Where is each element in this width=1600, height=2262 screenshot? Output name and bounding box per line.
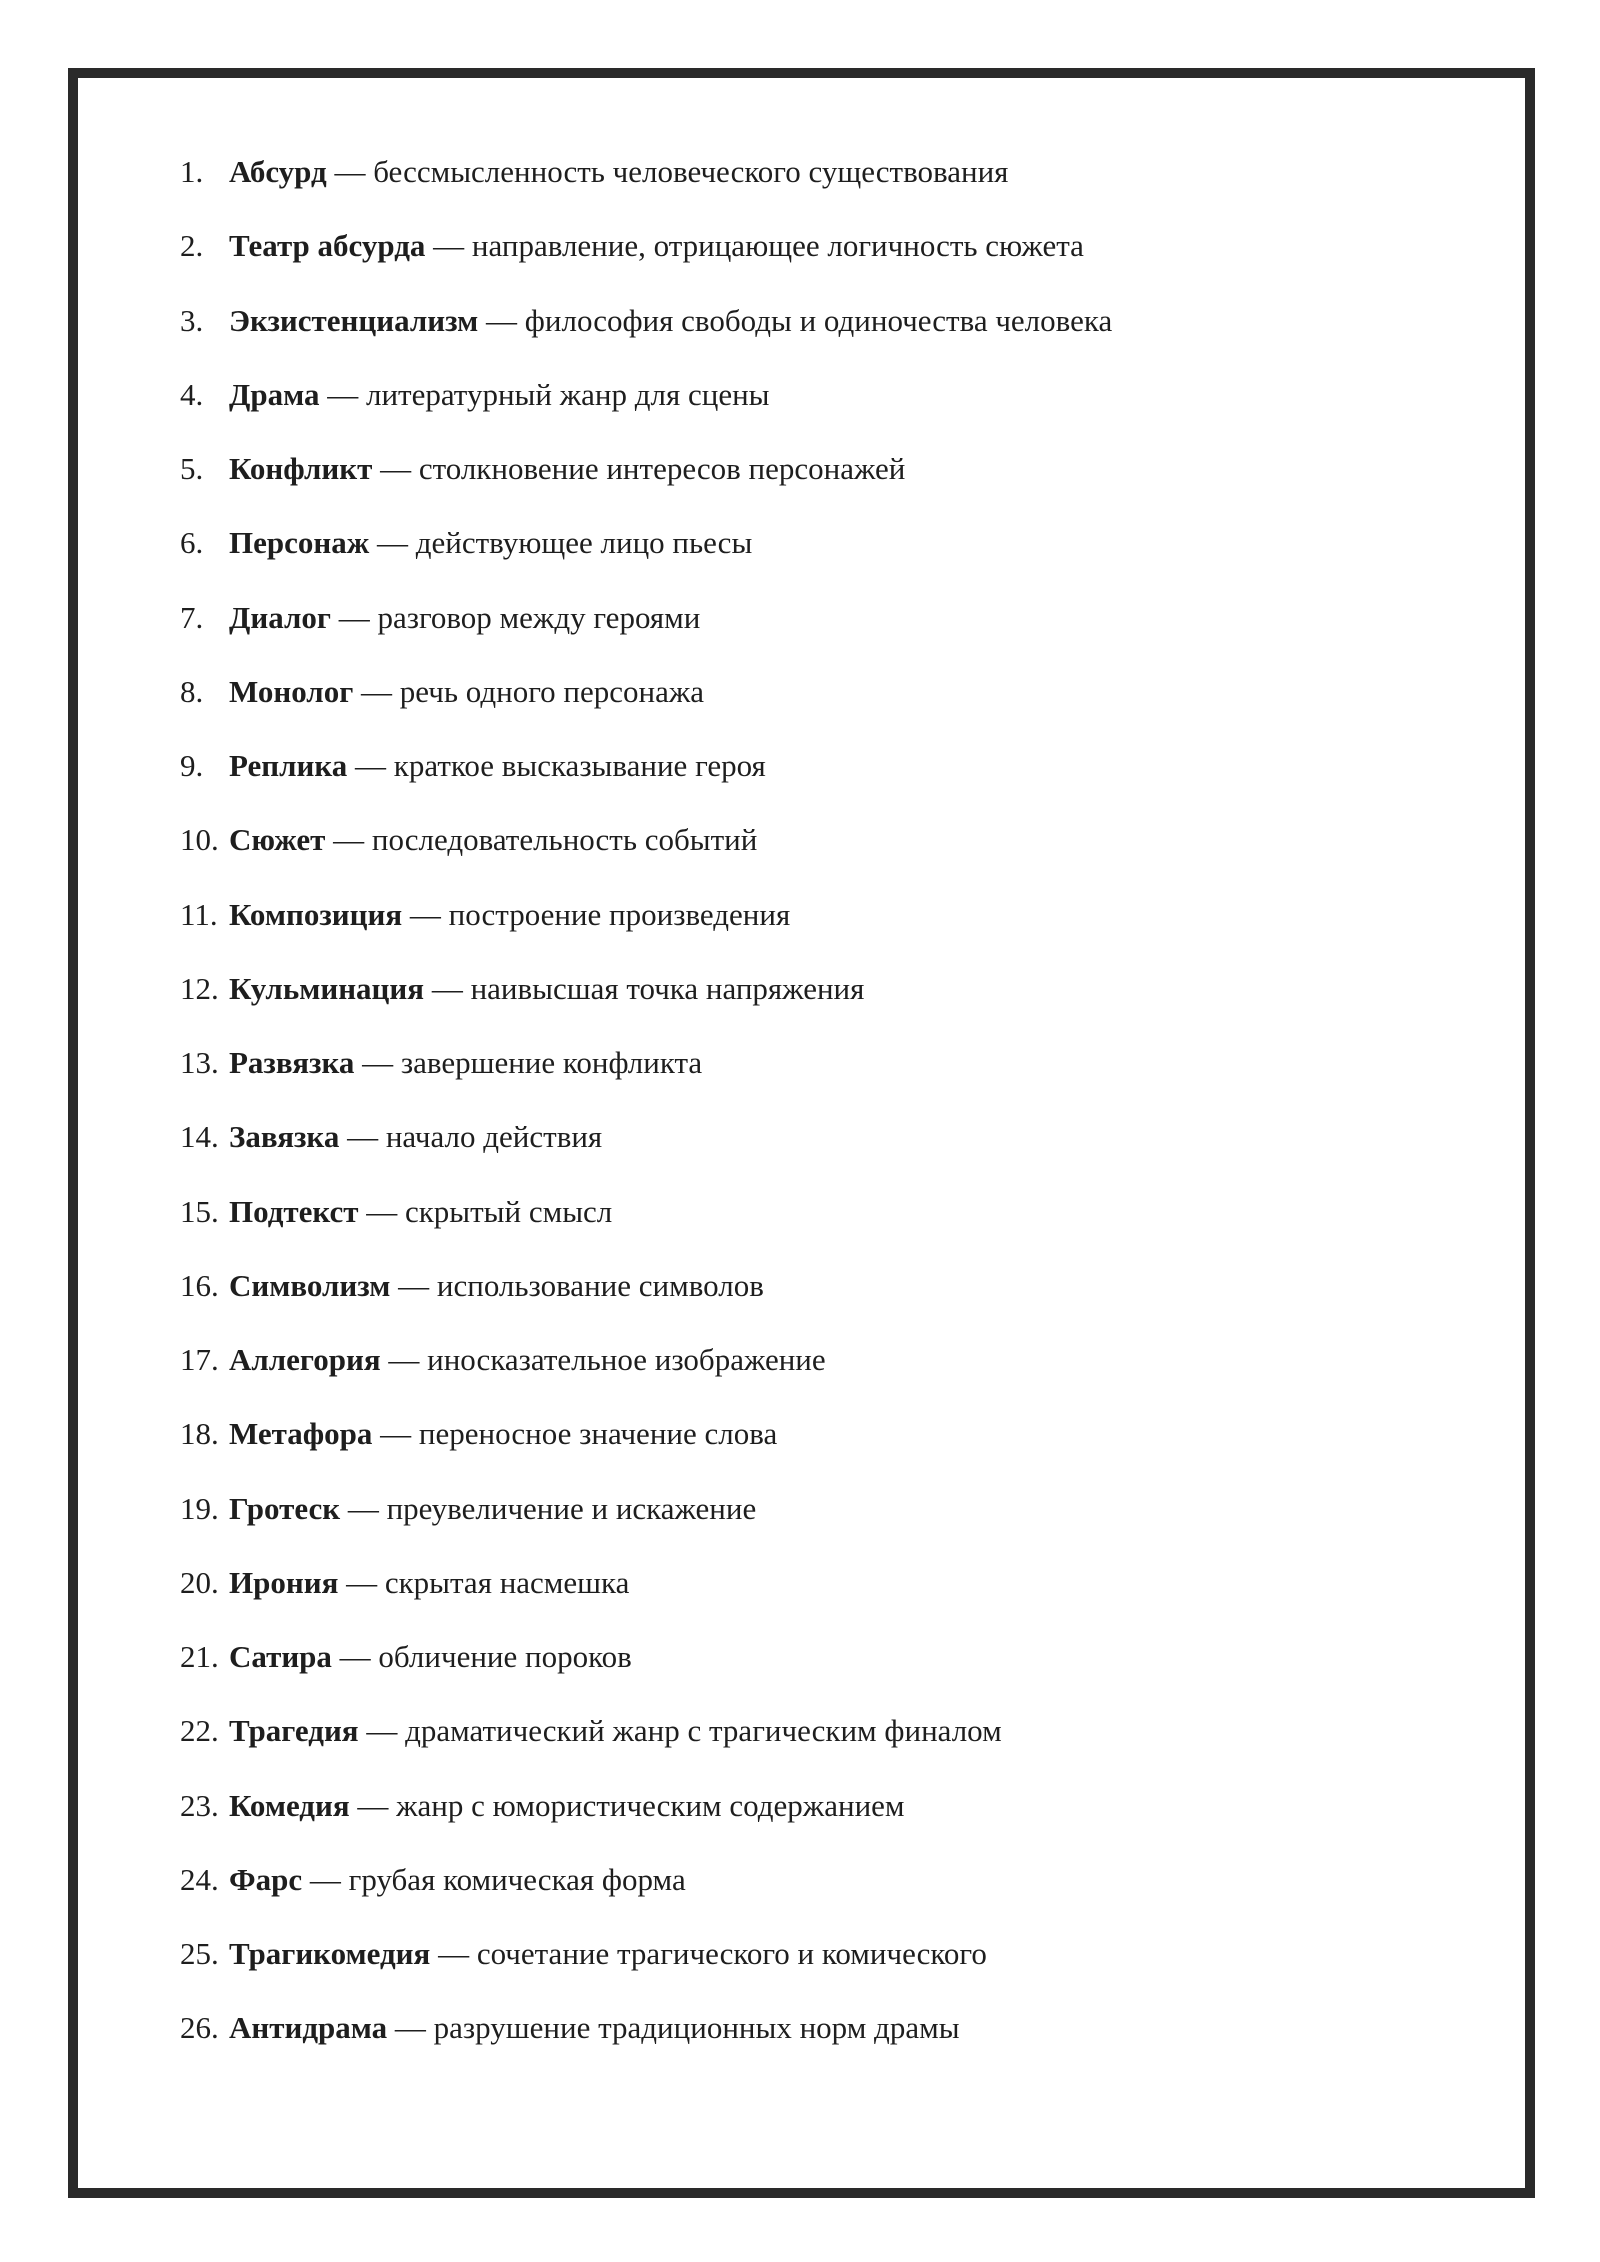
term-definition: завершение конфликта [400, 1045, 703, 1080]
term-number: 11. [180, 896, 218, 932]
term-number: 12. [180, 970, 219, 1006]
term-entry: Подтекст — скрытый смысл [229, 1193, 613, 1229]
term-list-item [180, 668, 1112, 742]
term-number: 18. [180, 1416, 219, 1452]
term-definition: использование символов [436, 1267, 764, 1303]
term-entry: Фарс — грубая комическая форма [229, 1861, 686, 1897]
term-definition: последовательность событий [371, 822, 758, 858]
term-number: 1. [180, 154, 204, 189]
term-definition: краткое высказывание героя [393, 748, 766, 783]
term-definition: философия свободы и одиночества человека [524, 302, 1113, 338]
term-list-item [180, 445, 1112, 519]
term-number: 20. [180, 1564, 219, 1600]
term-entry: Экзистенциализм — философия свободы и одиночества человека [229, 302, 1113, 338]
term-entry: Сатира — обличение пороков [229, 1639, 632, 1674]
term-list-item [180, 1113, 1112, 1187]
term-list-item [180, 1410, 1112, 1484]
term-list-item [180, 2004, 1112, 2078]
term-definition: наивысшая точка напряжения [470, 970, 865, 1006]
term-entry: Гротеск — преувеличение и искажение [229, 1490, 757, 1526]
term-number: 6. [180, 525, 204, 561]
term-entry: Конфликт — столкновение интересов персонажей [229, 451, 906, 486]
term-list-item [180, 1559, 1112, 1633]
term-entry: Сюжет — последовательность событий [229, 822, 758, 858]
term-list-item [180, 1707, 1112, 1781]
term-list-item [180, 742, 1112, 816]
term-number: 5. [180, 451, 204, 486]
term-word: Реплика [229, 748, 348, 783]
term-definition: драматический жанр с трагическим финалом [405, 1713, 1002, 1749]
term-list-item [180, 594, 1112, 668]
term-entry: Композиция — построение произведения [229, 896, 791, 932]
term-definition: речь одного персонажа [399, 673, 705, 709]
term-definition: иносказательное изображение [427, 1342, 826, 1377]
term-list-item [180, 1485, 1112, 1559]
term-definition: направление, отрицающее логичность сюжета [471, 228, 1084, 264]
term-number: 9. [180, 748, 204, 783]
term-word: Ирония [229, 1564, 339, 1600]
term-word: Драма [229, 376, 320, 412]
term-number: 21. [180, 1639, 219, 1674]
term-list-item [180, 519, 1112, 593]
term-word: Монолог [229, 673, 354, 709]
term-word: Конфликт [229, 451, 373, 486]
term-definition: переносное значение слова [418, 1416, 778, 1452]
term-entry: Трагедия — драматический жанр с трагическим финалом [229, 1713, 1002, 1749]
term-definition: жанр с юмористическим содержанием [396, 1787, 905, 1823]
term-definition: разрушение традиционных норм драмы [433, 2010, 960, 2046]
term-entry: Завязка — начало действия [229, 1119, 603, 1155]
term-list-item [180, 965, 1112, 1039]
term-number: 25. [180, 1936, 219, 1971]
term-definition: скрытая насмешка [384, 1564, 630, 1600]
term-entry: Метафора — переносное значение слова [229, 1416, 778, 1452]
term-entry: Развязка — завершение конфликта [229, 1045, 703, 1080]
term-number: 17. [180, 1342, 219, 1377]
term-word: Аллегория [229, 1342, 381, 1377]
term-entry: Комедия — жанр с юмористическим содержанием [229, 1787, 905, 1823]
term-word: Комедия [229, 1787, 350, 1823]
term-definition: действующее лицо пьесы [415, 525, 753, 561]
term-entry: Персонаж — действующее лицо пьесы [229, 525, 753, 561]
term-entry: Трагикомедия — сочетание трагического и комического [229, 1936, 987, 1971]
term-number: 24. [180, 1861, 219, 1897]
term-entry: Аллегория — иносказательное изображение [229, 1342, 826, 1377]
term-number: 3. [180, 302, 204, 338]
term-word: Сатира [229, 1639, 332, 1674]
term-list-item [180, 1262, 1112, 1336]
term-entry: Символизм — использование символов [229, 1267, 764, 1303]
term-number: 16. [180, 1267, 219, 1303]
term-definition: обличение пороков [378, 1639, 632, 1674]
term-word: Абсурд [229, 154, 327, 189]
terms-glossary-list [180, 148, 1112, 2079]
term-word: Персонаж [229, 525, 370, 561]
term-number: 7. [180, 599, 204, 635]
term-word: Кульминация [229, 970, 425, 1006]
term-word: Символизм [229, 1267, 391, 1303]
term-list-item [180, 816, 1112, 890]
term-entry: Театр абсурда — направление, отрицающее логичность сюжета [229, 228, 1084, 264]
term-entry: Драма — литературный жанр для сцены [229, 376, 770, 412]
term-definition: начало действия [385, 1119, 603, 1155]
term-number: 22. [180, 1713, 219, 1749]
term-list-item [180, 891, 1112, 965]
term-list-item [180, 1188, 1112, 1262]
term-word: Театр абсурда [229, 228, 426, 264]
term-word: Развязка [229, 1045, 355, 1080]
term-entry: Ирония — скрытая насмешка [229, 1564, 630, 1600]
term-number: 2. [180, 228, 204, 264]
term-list-item [180, 1782, 1112, 1856]
term-definition: преувеличение и искажение [386, 1490, 757, 1526]
term-definition: разговор между героями [377, 599, 701, 635]
term-word: Композиция [229, 896, 403, 932]
term-number: 13. [180, 1045, 219, 1080]
term-list-item [180, 1039, 1112, 1113]
term-number: 14. [180, 1119, 219, 1155]
term-list-item [180, 1336, 1112, 1410]
term-word: Экзистенциализм [229, 302, 479, 338]
term-word: Трагикомедия [229, 1936, 431, 1971]
term-word: Фарс [229, 1861, 303, 1897]
term-word: Трагедия [229, 1713, 359, 1749]
term-word: Подтекст [229, 1193, 359, 1229]
term-word: Диалог [229, 599, 331, 635]
term-entry: Диалог — разговор между героями [229, 599, 701, 635]
term-entry: Монолог — речь одного персонажа [229, 673, 705, 709]
term-number: 10. [180, 822, 219, 858]
term-word: Метафора [229, 1416, 373, 1452]
term-number: 8. [180, 673, 204, 709]
term-definition: грубая комическая форма [348, 1861, 686, 1897]
term-definition: сочетание трагического и комического [476, 1936, 987, 1971]
term-list-item [180, 1930, 1112, 2004]
term-number: 23. [180, 1787, 219, 1823]
term-list-item [180, 222, 1112, 296]
term-word: Сюжет [229, 822, 326, 858]
term-number: 26. [180, 2010, 219, 2046]
term-definition: построение произведения [448, 896, 791, 932]
term-word: Антидрама [229, 2010, 388, 2046]
term-list-item [180, 1856, 1112, 1930]
term-word: Завязка [229, 1119, 340, 1155]
term-definition: столкновение интересов персонажей [418, 451, 906, 486]
term-list-item [180, 1633, 1112, 1707]
term-definition: литературный жанр для сцены [365, 376, 770, 412]
term-list-item [180, 371, 1112, 445]
term-number: 4. [180, 376, 204, 412]
term-list-item [180, 297, 1112, 371]
term-definition: бессмысленность человеческого существования [373, 154, 1009, 189]
term-entry: Абсурд — бессмысленность человеческого существования [229, 154, 1009, 189]
term-list-item [180, 148, 1112, 222]
term-number: 15. [180, 1193, 219, 1229]
term-entry: Кульминация — наивысшая точка напряжения [229, 970, 865, 1006]
term-entry: Антидрама — разрушение традиционных норм драмы [229, 2010, 960, 2046]
term-definition: скрытый смысл [404, 1193, 613, 1229]
term-entry: Реплика — краткое высказывание героя [229, 748, 766, 783]
term-word: Гротеск [229, 1490, 341, 1526]
term-number: 19. [180, 1490, 219, 1526]
